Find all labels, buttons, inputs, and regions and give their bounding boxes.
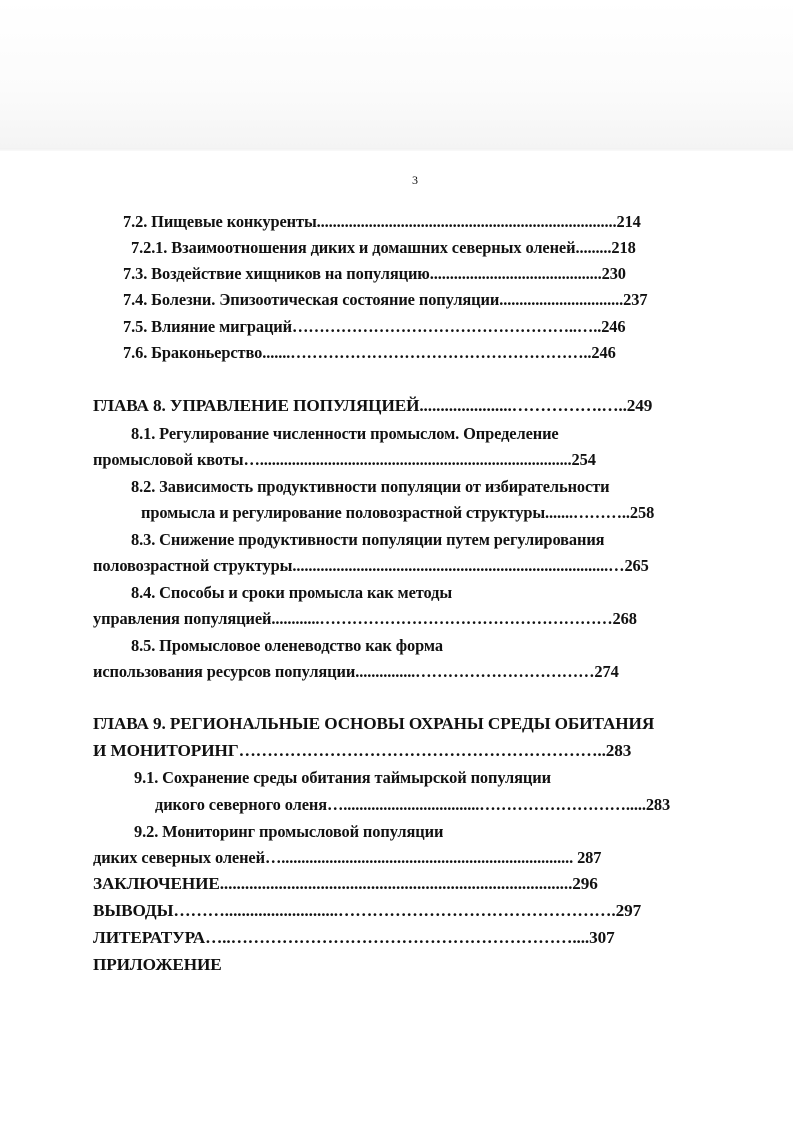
toc-entry-8-2-cont: промысла и регулирование половозрастной структуры.......………..258 [141, 503, 655, 522]
toc-conclusion: ЗАКЛЮЧЕНИЕ....................................................................................296 [93, 874, 598, 893]
toc-entry-8-1: 8.1. Регулирование численности промыслом. Определение [131, 424, 559, 443]
toc-entry-8-3: 8.3. Снижение продуктивности популяции путем регулирования [131, 530, 605, 549]
toc-entry-8-5: 8.5. Промысловое оленеводство как форма [131, 636, 443, 655]
toc-entry-9-1-cont: дикого северного оленя…..................................……………………….....283 [155, 795, 671, 814]
toc-entry-7-2-1: 7.2.1. Взаимоотношения диких и домашних северных оленей.........218 [131, 238, 636, 257]
toc-entry-8-4-cont: управления популяцией............………………………………………………268 [93, 609, 637, 628]
toc-entry-8-3-cont: половозрастной структуры...............................................................................…265 [93, 556, 649, 575]
toc-entry-7-5: 7.5. Влияние миграций……………………………………………..…..246 [123, 317, 626, 336]
toc-appendix: ПРИЛОЖЕНИЕ [93, 955, 222, 974]
scan-edge [0, 148, 793, 151]
toc-entry-7-6: 7.6. Браконьерство.......………………………………………………..246 [123, 343, 616, 362]
scan-margin [0, 0, 793, 150]
toc-entry-7-4: 7.4. Болезни. Эпизоотическая состояние популяции...............................237 [123, 290, 648, 309]
toc-entry-8-2: 8.2. Зависимость продуктивности популяции от избирательности [131, 477, 610, 496]
toc-entry-9-1: 9.1. Сохранение среды обитания таймырской популяции [134, 768, 551, 787]
toc-literature: ЛИТЕРАТУРА…..……………………………………………………....307 [93, 928, 615, 947]
toc-findings: ВЫВОДЫ………...........................………………………………………….297 [93, 901, 642, 920]
toc-entry-8-5-cont: использования ресурсов популяции...............……………………………274 [93, 662, 619, 681]
toc-entry-9-2: 9.2. Мониторинг промысловой популяции [134, 822, 444, 841]
toc-entry-7-2: 7.2. Пищевые конкуренты...........................................................................214 [123, 212, 641, 231]
toc-entry-7-3: 7.3. Воздействие хищников на популяцию...........................................230 [123, 264, 626, 283]
toc-chapter-9: ГЛАВА 9. РЕГИОНАЛЬНЫЕ ОСНОВЫ ОХРАНЫ СРЕДЫ ОБИТАНИЯ [93, 714, 655, 733]
page-number: 3 [412, 173, 418, 187]
toc-entry-8-4: 8.4. Способы и сроки промысла как методы [131, 583, 453, 602]
toc-entry-9-2-cont: диких северных оленей…......................................................................... 287 [93, 848, 602, 867]
toc-chapter-8: ГЛАВА 8. УПРАВЛЕНИЕ ПОПУЛЯЦИЕЙ......................…………….…..249 [93, 396, 653, 415]
toc-chapter-9-cont: И МОНИТОРИНГ………………………………………………………..283 [93, 741, 632, 760]
toc-entry-8-1-cont: промысловой квоты…..............................................................................254 [93, 450, 596, 469]
